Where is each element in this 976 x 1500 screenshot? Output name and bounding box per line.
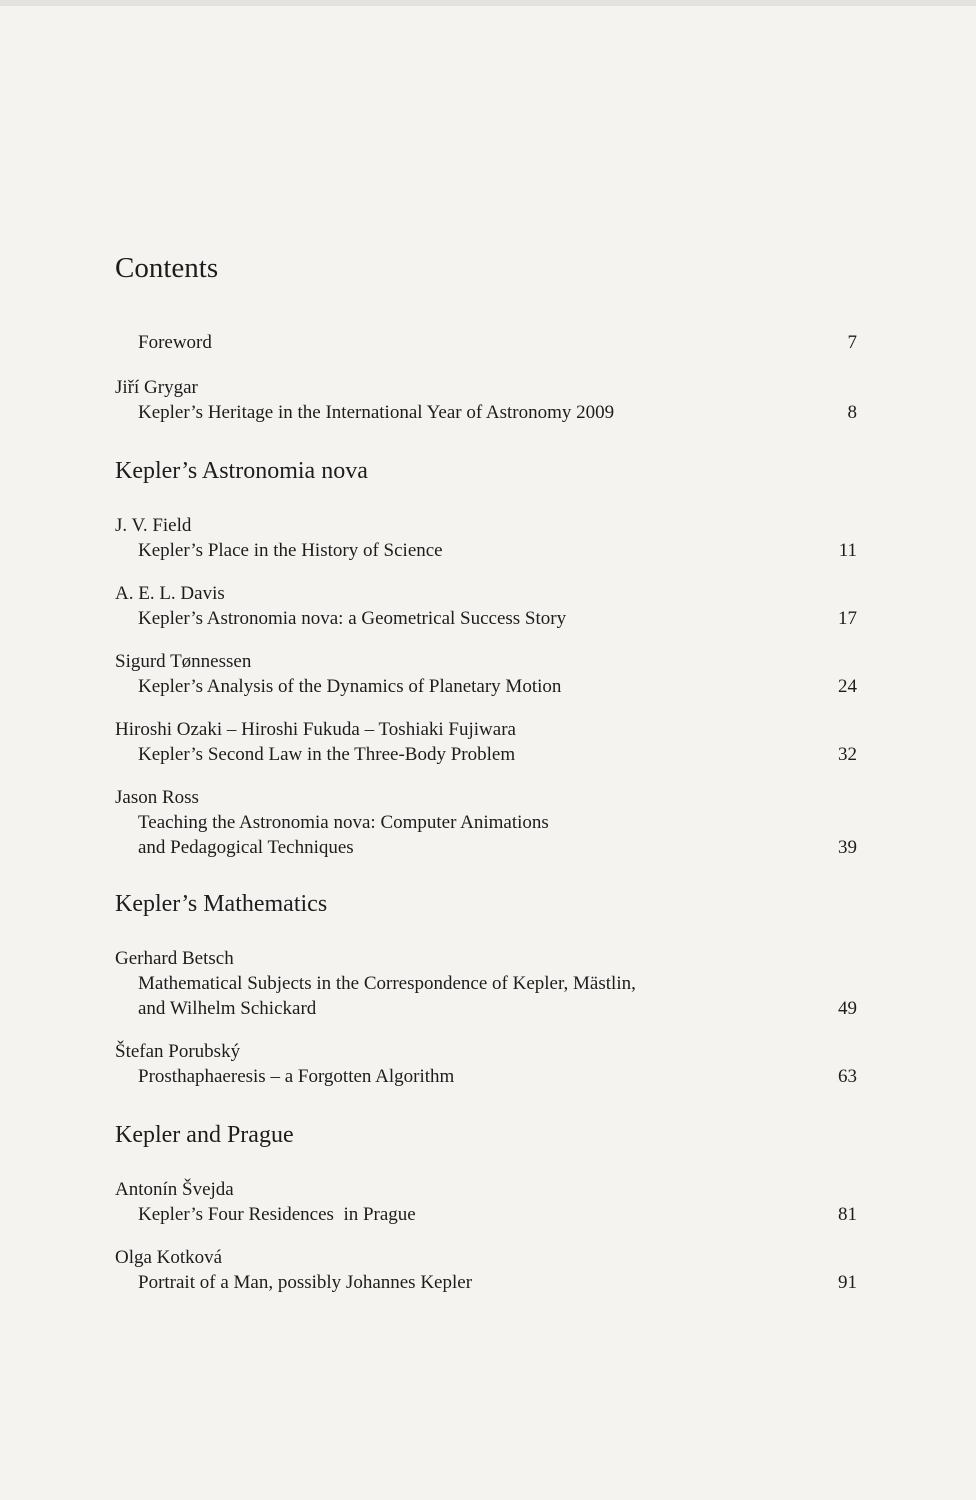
toc-entry [115,581,857,631]
table-of-contents [115,248,857,1319]
entry-author: Hiroshi Ozaki – Hiroshi Fukuda – Toshiaki Fujiwara [115,719,516,740]
toc-entry [115,1177,857,1227]
page-number: 32 [838,744,857,765]
entry-title: Kepler’s Analysis of the Dynamics of Planetary Motion [138,676,562,697]
page-number: 81 [838,1204,857,1225]
section-heading: Kepler’s Mathematics [115,891,328,917]
toc-entry [115,513,857,563]
section-heading: Kepler’s Astronomia nova [115,458,368,484]
entry-author: Gerhard Betsch [115,948,234,969]
entry-author: Jiří Grygar [115,377,198,398]
entry-title: Kepler’s Four Residences in Prague [138,1204,416,1225]
entry-title [138,810,549,860]
entry-author: J. V. Field [115,515,192,536]
page-number: 17 [838,608,857,629]
section-mathematics [115,888,857,1089]
page-number: 24 [838,676,857,697]
page-number: 8 [847,402,857,423]
page-number: 7 [847,332,857,353]
entry-author: Antonín Švejda [115,1179,234,1200]
entry-title: Foreword [138,332,212,353]
section-heading: Kepler and Prague [115,1122,294,1148]
section-astronomia-nova [115,455,857,860]
page-edge [0,0,976,6]
page-number: 63 [838,1066,857,1087]
toc-entry [115,1039,857,1089]
entry-author: Jason Ross [115,787,199,808]
toc-entry [115,1245,857,1295]
section-prague [115,1119,857,1295]
toc-entry-foreword [138,330,857,355]
toc-entry [115,649,857,699]
page-title: Contents [115,252,219,284]
entry-author: A. E. L. Davis [115,583,225,604]
toc-entry [115,946,857,1021]
entry-title [138,971,636,1021]
entry-title-line: Mathematical Subjects in the Correspondence of Kepler, Mästlin, [138,973,636,994]
entry-title: Prosthaphaeresis – a Forgotten Algorithm [138,1066,455,1087]
toc-entry [115,717,857,767]
page-number: 91 [838,1272,857,1293]
entry-title: Kepler’s Astronomia nova: a Geometrical Success Story [138,608,567,629]
entry-title: Portrait of a Man, possibly Johannes Kepler [138,1272,473,1293]
toc-entry [115,785,857,860]
page-number: 49 [838,998,857,1019]
page-number: 11 [838,540,857,561]
toc-entry [115,375,857,425]
page-number: 39 [838,837,857,858]
entry-title-line: and Pedagogical Techniques [138,837,354,858]
entry-author: Olga Kotková [115,1247,223,1268]
entry-title: Kepler’s Place in the History of Science [138,540,443,561]
entry-title-line: and Wilhelm Schickard [138,998,317,1019]
entry-title-line: Teaching the Astronomia nova: Computer Animations [138,812,549,833]
entry-author: Štefan Porubský [115,1041,241,1062]
entry-title: Kepler’s Second Law in the Three-Body Problem [138,744,516,765]
entry-author: Sigurd Tønnessen [115,651,252,672]
front-matter [115,375,857,425]
entry-title: Kepler’s Heritage in the International Year of Astronomy 2009 [138,402,615,423]
